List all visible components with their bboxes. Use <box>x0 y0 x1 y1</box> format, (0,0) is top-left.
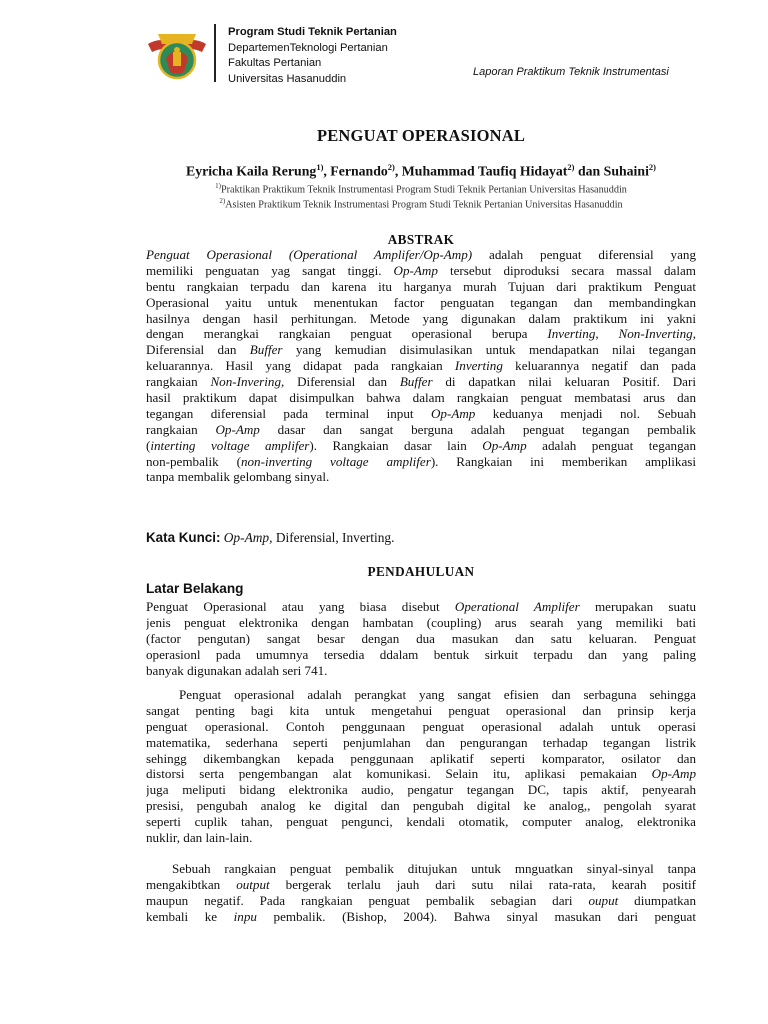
abstract-line: hasil praktikum dapat disimpulkan bahwa dalam rangkaian penguat membatasi arus dan <box>146 390 696 406</box>
abstract-line: tegangan diferensial pada terminal input Op-Amp keduanya menjadi nol. Sebuah <box>146 405 696 421</box>
affiliation-line <box>146 182 696 195</box>
p3-line: kembali ke inpu pembalik. (Bishop, 2004). Bahwa sinyal masukan dari penguat <box>146 908 696 924</box>
abstract-line: Penguat Operasional (Operational Amplifer/Op-Amp) adalah penguat diferensial yang <box>146 247 696 262</box>
abstract-line: Diferensial dan Buffer yang kemudian disimulasikan untuk mendapatkan nilai tegangan <box>146 342 696 358</box>
p2-line: Penguat operasional adalah perangkat yang sangat efisien dan serbaguna sehingga <box>179 687 696 702</box>
abstract-line: dengan merangkai rangkaian penguat operasional berupa Inverting, Non-Inverting, <box>146 326 696 342</box>
p2-line: penguat operasional. Contoh penggunaan penguat operasional adalah untuk operasi <box>146 718 696 734</box>
university-logo-icon <box>146 22 208 84</box>
abstract-line: keluarannya. Hasil yang didapat pada rangkaian Inverting keluarannya negatif dan pada <box>146 358 696 374</box>
institution-line: Program Studi Teknik Pertanian <box>228 26 397 38</box>
author-affil-mark: 2) <box>567 162 575 172</box>
author-affil-mark: 1) <box>316 162 324 172</box>
affiliation-line <box>146 197 696 210</box>
abstract-line: Operasional yaitu untuk menentukan factor penguatan tegangan dan membandingkan <box>146 294 696 310</box>
abstract-line: memiliki penguatan yag sangat tinggi. Op-Amp tersebut diproduksi secara massal dalam <box>146 262 696 278</box>
institution-line: Fakultas Pertanian <box>228 57 322 69</box>
abstract-line: rangkaian Non-Invering, Diferensial dan Buffer di dapatkan nilai keluaran Positif. Dari <box>146 374 696 390</box>
p1-line: operasionl pada umumnya tersedia ddalam bentuk sirkuit terpadu dan yang paling <box>146 646 696 662</box>
p2-line: presisi, pengubah analog ke digital dan pengubah digital ke analog,, pengolah syarat <box>146 798 696 814</box>
affiliation-text: Praktikan Praktikum Teknik Instrumentasi Program Studi Teknik Pertanian Universitas Hasanuddin <box>220 184 627 196</box>
affiliation-text: Asisten Praktikum Teknik Instrumentasi Program Studi Teknik Pertanian Universitas Hasanuddin <box>225 199 623 211</box>
page-header <box>0 0 768 95</box>
abstract-line: (interting voltage amplifer). Rangkaian dasar lain Op-Amp adalah penguat tegangan <box>146 437 696 453</box>
author-name: dan Suhaini <box>574 163 649 179</box>
institution-block <box>228 25 397 87</box>
header-divider <box>214 24 216 82</box>
p2-line: matematika, sederhana seperti penjumlahan dan pengurangan terhadap tegangan listrik <box>146 734 696 750</box>
keywords-italic: Op-Amp, <box>220 530 273 545</box>
p2-line: nuklir, dan lain-lain. <box>146 830 253 846</box>
keywords-label: Kata Kunci: <box>146 530 221 545</box>
author-name: , Muhammad Taufiq Hidayat <box>394 163 568 179</box>
intro-paragraph-2 <box>146 687 696 846</box>
p2-line: distorsi serta pengembangan alat komunikasi. Selain itu, aplikasi pemakaian Op-Amp <box>146 766 696 782</box>
p1-line: banyak digunakan adalah seri 741. <box>146 662 328 678</box>
p2-line: seperti cuplik tahan, penguat pengunci, kendali otomatik, computer analog, elektronika <box>146 814 696 830</box>
abstract-heading: ABSTRAK <box>387 232 455 247</box>
p3-line: maupun negatif. Pada rangkaian penguat pembalik sebagian dari ouput diumpatkan <box>146 892 696 908</box>
p3-line: mengakibtkan output bergerak terlalu jauh dari sutu nilai rata-rata, kearah positif <box>146 876 696 892</box>
p2-line: juga meliputi bidang elektronika audio, pengatur tegangan DC, tapis aktif, penyearah <box>146 782 696 798</box>
author-affil-mark: 2) <box>648 162 656 172</box>
intro-paragraph-3 <box>146 861 696 925</box>
abstract-line: tanpa membalik gelombang sinyal. <box>146 469 330 485</box>
intro-heading: PENDAHULUAN <box>367 564 475 579</box>
intro-paragraph-1 <box>146 599 696 678</box>
section-subheading: Latar Belakang <box>146 581 244 596</box>
report-label: Laporan Praktikum Teknik Instrumentasi <box>473 66 669 78</box>
author-affil-mark: 2) <box>387 162 395 172</box>
p1-line: Penguat Operasional atau yang biasa disebut Operational Amplifer merupakan suatu <box>146 599 696 614</box>
abstract-line: non-pembalik (non-inverting voltage amplifer). Rangkaian ini memberikan amplikasi <box>146 453 696 469</box>
author-name: Eyricha Kaila Rerung <box>186 163 317 179</box>
p2-line: sehingg dikembangkan kepada penggunaan aplikatif seperti komparator, osilator dan <box>146 750 696 766</box>
p1-line: jenis penguat elektronika dengan hambatan (coupling) arus searah yang memiliki bati <box>146 614 696 630</box>
paper-title: PENGUAT OPERASIONAL <box>316 126 526 145</box>
p1-line: (factor pengutan) sangat besar dengan dua masukan dan satu keluaran. Penguat <box>146 630 696 646</box>
institution-line: DepartemenTeknologi Pertanian <box>228 41 388 54</box>
abstract-body <box>146 247 696 485</box>
abstract-line: bentu rangkaian terpadu dan karena itu harganya murah Tujuan dari praktikum Penguat <box>146 278 696 294</box>
author-list <box>146 162 696 180</box>
p2-line: sangat penting bagi kita untuk mengetahui penguat operasional dan prinsip kerja <box>146 702 696 718</box>
abstract-line: hasilnya dengan hasil perhitungan. Metode yang digunakan dalam praktikum ini yakni <box>146 310 696 326</box>
affiliation-mark: 1) <box>215 182 221 190</box>
p3-line: Sebuah rangkaian penguat pembalik ditujukan untuk mnguatkan sinyal-sinyal tanpa <box>172 861 696 876</box>
affiliation-mark: 2) <box>219 197 226 205</box>
abstract-line: rangkaian Op-Amp dasar dan sangat berguna adalah penguat tegangan pembalik <box>146 421 696 437</box>
author-name: , Fernando <box>323 163 388 179</box>
keywords <box>146 530 394 546</box>
institution-line: Universitas Hasanuddin <box>228 72 347 85</box>
keywords-rest: Diferensial, Inverting. <box>272 530 395 545</box>
